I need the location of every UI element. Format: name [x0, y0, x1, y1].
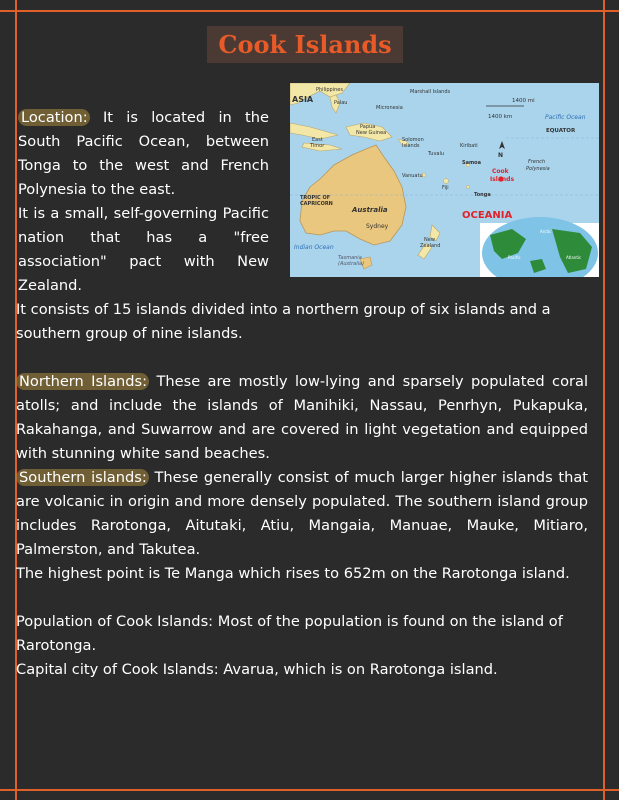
label-scale-mi: 1400 mi — [512, 98, 535, 104]
label-philippines: Philippines — [316, 87, 343, 93]
islands-paragraph: It consists of 15 islands divided into a northern group of six islands and a southern group of nine islands. — [16, 301, 551, 342]
label-equator: EQUATOR — [546, 128, 576, 134]
label-marshall: Marshall Islands — [410, 89, 451, 95]
label-tasmania-2: (Australia) — [338, 261, 365, 267]
label-fiji: Fiji — [442, 185, 449, 191]
southern-label: Southern islands: — [16, 469, 149, 486]
label-new-zealand-2: Zealand — [420, 243, 441, 249]
northern-label: Northern Islands: — [16, 373, 149, 390]
population-paragraph: Population of Cook Islands: Most of the population is found on the island of Rarotonga. — [16, 613, 563, 654]
label-inset-pacific: Pacific — [508, 255, 521, 260]
label-french-2: Polynesia — [526, 166, 550, 172]
location-label: Location: — [18, 109, 90, 126]
label-asia: ASIA — [292, 95, 314, 104]
label-solomon-2: Islands — [402, 143, 420, 149]
label-kiribati: Kiribati — [460, 143, 478, 149]
frame-top — [0, 10, 619, 12]
label-cook-2: Islands — [490, 176, 515, 183]
label-tropic-1: TROPIC OF — [300, 195, 331, 201]
location-paragraph — [18, 106, 269, 202]
label-oceania: OCEANIA — [462, 210, 513, 221]
highest-point-paragraph: The highest point is Te Manga which rises to 652m on the Rarotonga island. — [16, 565, 570, 582]
label-papua-2: New Guinea — [356, 130, 387, 136]
label-east-timor-1: East — [312, 137, 323, 143]
label-palau: Palau — [334, 100, 348, 106]
location-text: It is located in the South Pacific Ocean, between Tonga to the west and French Polynesia to the east. — [18, 109, 269, 198]
label-east-timor-2: Timor — [310, 143, 325, 149]
label-french-1: French — [528, 159, 546, 165]
frame-bottom — [0, 789, 619, 791]
northern-paragraph — [16, 370, 588, 466]
label-tasmania-1: Tasmania — [338, 255, 362, 261]
capital-paragraph: Capital city of Cook Islands: Avarua, which is on Rarotonga island. — [16, 661, 498, 678]
map-tonga-dot — [466, 185, 469, 188]
label-tropic-2: CAPRICORN — [300, 201, 333, 207]
page-title: Cook Islands — [218, 30, 392, 59]
label-scale-km: 1400 km — [488, 114, 513, 120]
label-north: N — [498, 152, 504, 159]
label-inset-atlantic: Atlantic — [566, 255, 582, 260]
label-australia: Australia — [352, 206, 388, 214]
label-new-zealand-1: New — [424, 237, 435, 243]
label-sydney: Sydney — [366, 223, 389, 230]
title-box — [207, 26, 403, 63]
map-fiji-dot — [444, 179, 449, 184]
label-pacific-ocean: Pacific Ocean — [545, 114, 586, 121]
northern-text: These are mostly low-lying and sparsely populated coral atolls; and include the islands of Manihiki, Nassau, Penrhyn, Pukapuka, Rakahanga, and Suwarrow and are covered in light vegetation and equipped with stunning white sand beaches. — [16, 373, 588, 462]
oceania-map — [290, 83, 599, 277]
label-tonga: Tonga — [474, 192, 491, 198]
label-samoa: Samoa — [462, 160, 481, 166]
map-globe-inset — [480, 217, 599, 277]
label-cook-1: Cook — [492, 168, 509, 175]
label-solomon-1: Solomon — [402, 137, 424, 143]
southern-paragraph — [16, 466, 588, 562]
label-inset-arctic: Arctic — [540, 229, 552, 234]
nation-paragraph: It is a small, self-governing Pacific nation that has a "free association" pact with New Zealand. — [18, 205, 269, 294]
label-tuvalu: Tuvalu — [428, 151, 445, 157]
label-papua-1: Papua — [360, 124, 376, 130]
label-vanuatu: Vanuatu — [402, 173, 423, 179]
frame-right — [603, 0, 605, 800]
label-indian-ocean: Indian Ocean — [294, 244, 334, 251]
southern-text: These generally consist of much larger higher islands that are volcanic in origin and more densely populated. The southern island group includes Rarotonga, Aitutaki, Atiu, Mangaia, Manuae, Mauke, Mitiaro, Palmerston, and Takutea. — [16, 469, 588, 558]
label-micronesia: Micronesia — [376, 105, 403, 111]
oceania-map-graphic — [290, 83, 599, 277]
